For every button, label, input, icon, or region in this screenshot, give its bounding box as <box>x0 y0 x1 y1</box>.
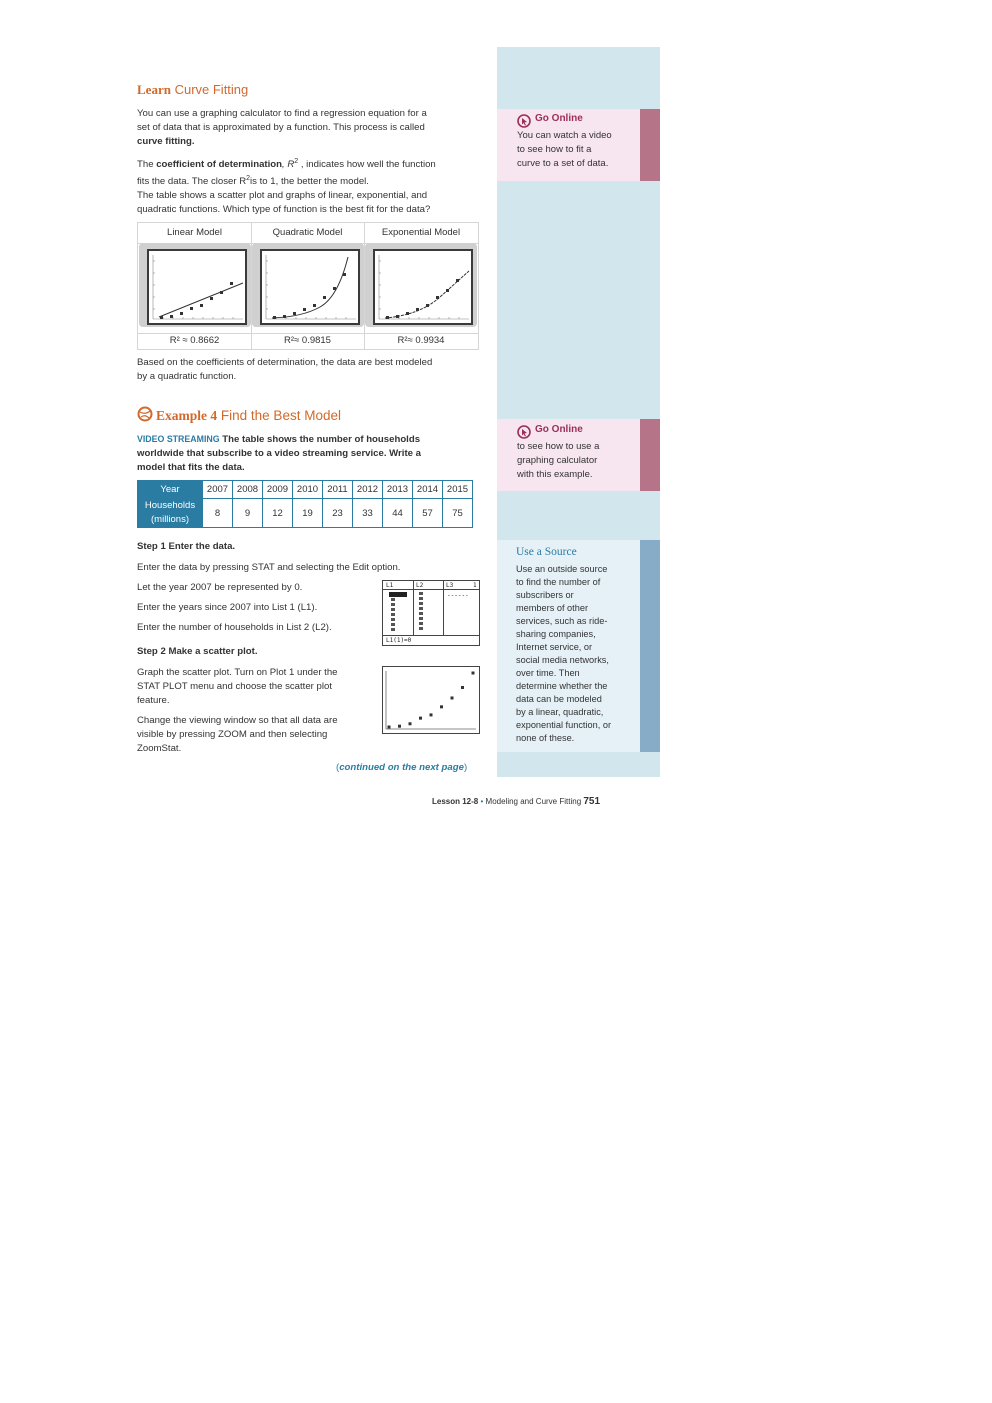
learn-paragraph-2: The coefficient of determination, $R^2$ , indicates how well the function fits the data. The closer $R^2is$ to 1, the better the model. <box>137 158 436 188</box>
households-cell: 33 <box>353 499 383 528</box>
use-a-source-tab <box>640 540 660 752</box>
year-cell: 2014 <box>413 481 443 499</box>
model-header-quadratic: Quadratic Model <box>272 227 343 238</box>
go-online-tab-1 <box>640 109 660 181</box>
continued-note: (continued on the next page) <box>336 762 468 773</box>
linear-model-screen <box>139 243 251 327</box>
households-cell: 12 <box>263 499 293 528</box>
scatter-point <box>398 725 401 728</box>
use-a-source-line: none of these. <box>516 733 575 743</box>
scatter-plot-screen <box>382 666 480 734</box>
use-a-source-line: Use an outside source <box>516 564 608 574</box>
go-online-text-1: You can watch a video to see how to fit a curve to a set of data. <box>517 130 612 169</box>
r2-exponential: R²≈ 0.9934 <box>397 335 445 346</box>
use-a-source-line: members of other <box>516 603 588 613</box>
use-a-source-line: by a linear, quadratic, <box>516 707 604 717</box>
use-a-source-line: over time. Then <box>516 668 580 678</box>
learn-conclusion: Based on the coefficients of determination, the data are best modeled by a quadratic function. <box>137 357 433 382</box>
year-cell: 2015 <box>443 481 473 499</box>
learn-paragraph-1: You can use a graphing calculator to find a regression equation for a set of data that is approximated by a function. This process is called curve fitting. <box>137 108 427 147</box>
step-1-line-1: Enter the data by pressing STAT and selecting the Edit option. <box>137 562 401 573</box>
scatter-point <box>388 726 391 729</box>
example-heading: Example 4 Find the Best Model <box>156 408 341 423</box>
households-cell: 8 <box>203 499 233 528</box>
exponential-model-screen <box>365 243 477 327</box>
year-cell: 2009 <box>263 481 293 499</box>
cursor-click-icon <box>517 425 531 439</box>
quadratic-model-screen <box>252 243 364 327</box>
model-comparison-table <box>137 222 479 350</box>
year-cell: 2007 <box>203 481 233 499</box>
go-online-title-1[interactable]: Go Online <box>535 113 583 124</box>
step-2-paragraph-2: Change the viewing window so that all data are visible by pressing ZOOM and then selecting ZoomStat. <box>137 715 338 754</box>
use-a-source-line: Internet service, or <box>516 642 593 652</box>
model-header-linear: Linear Model <box>167 227 222 238</box>
step-2-paragraph-1: Graph the scatter plot. Turn on Plot 1 under the STAT PLOT menu and choose the scatter plot feature. <box>137 667 338 706</box>
scatter-point <box>440 705 443 708</box>
list-editor-screen: L1 L2 L3 1 ------ L1(1)=0 <box>382 580 480 646</box>
learn-heading: Learn Curve Fitting <box>137 82 249 97</box>
step-1-line-2: Let the year 2007 be represented by 0. <box>137 582 303 593</box>
year-cell: 2011 <box>323 481 353 499</box>
step-1-heading: Step 1 Enter the data. <box>137 541 236 552</box>
go-online-text-2: to see how to use a graphing calculator with this example. <box>517 441 600 480</box>
use-a-source-line: services, such as ride- <box>516 616 608 626</box>
table-header-year: Year <box>138 481 203 499</box>
use-a-source-text <box>516 563 611 745</box>
year-cell: 2012 <box>353 481 383 499</box>
step-1-line-3: Enter the years since 2007 into List 1 (L1). <box>137 602 318 613</box>
r2-quadratic: R²≈ 0.9815 <box>284 335 331 346</box>
example-globe-icon <box>137 406 153 422</box>
page-footer: Lesson 12-8 • Modeling and Curve Fitting 751 <box>432 796 601 807</box>
households-cell: 23 <box>323 499 353 528</box>
use-a-source-line: data can be modeled <box>516 694 602 704</box>
step-2-heading: Step 2 Make a scatter plot. <box>137 646 258 657</box>
scatter-point <box>472 672 475 675</box>
use-a-source-line: determine whether the <box>516 681 608 691</box>
go-online-tab-2 <box>640 419 660 491</box>
table-header-households: Households (millions) <box>138 499 203 528</box>
r2-linear: R² ≈ 0.8662 <box>169 335 220 346</box>
use-a-source-line: to find the number of <box>516 577 601 587</box>
households-cell: 75 <box>443 499 473 528</box>
cursor-click-icon <box>517 114 531 128</box>
scatter-point <box>409 722 412 725</box>
scatter-point <box>430 713 433 716</box>
scatter-point <box>451 696 454 699</box>
households-cell: 9 <box>233 499 263 528</box>
use-a-source-line: exponential function, or <box>516 720 612 730</box>
households-cell: 44 <box>383 499 413 528</box>
year-cell: 2008 <box>233 481 263 499</box>
example-prompt: VIDEO STREAMING The table shows the number of households worldwide that subscribe to a video streaming service. Write a model that fits the data. <box>137 434 421 473</box>
use-a-source-line: sharing companies, <box>516 629 596 639</box>
scatter-point <box>461 686 464 689</box>
go-online-title-2[interactable]: Go Online <box>535 424 583 435</box>
households-cell: 57 <box>413 499 443 528</box>
use-a-source-line: subscribers or <box>516 590 574 600</box>
use-a-source-title: Use a Source <box>516 546 577 558</box>
use-a-source-line: social media networks, <box>516 655 609 665</box>
step-1-line-4: Enter the number of households in List 2 (L2). <box>137 622 332 633</box>
scatter-plot <box>383 667 479 733</box>
households-data-table <box>137 480 473 528</box>
year-cell: 2010 <box>293 481 323 499</box>
households-cell: 19 <box>293 499 323 528</box>
learn-paragraph-3: The table shows a scatter plot and graphs of linear, exponential, and quadratic functions. Which type of function is the best fit for the data? <box>137 190 431 215</box>
model-header-exponential: Exponential Model <box>381 227 461 238</box>
scatter-point <box>419 717 422 720</box>
year-cell: 2013 <box>383 481 413 499</box>
